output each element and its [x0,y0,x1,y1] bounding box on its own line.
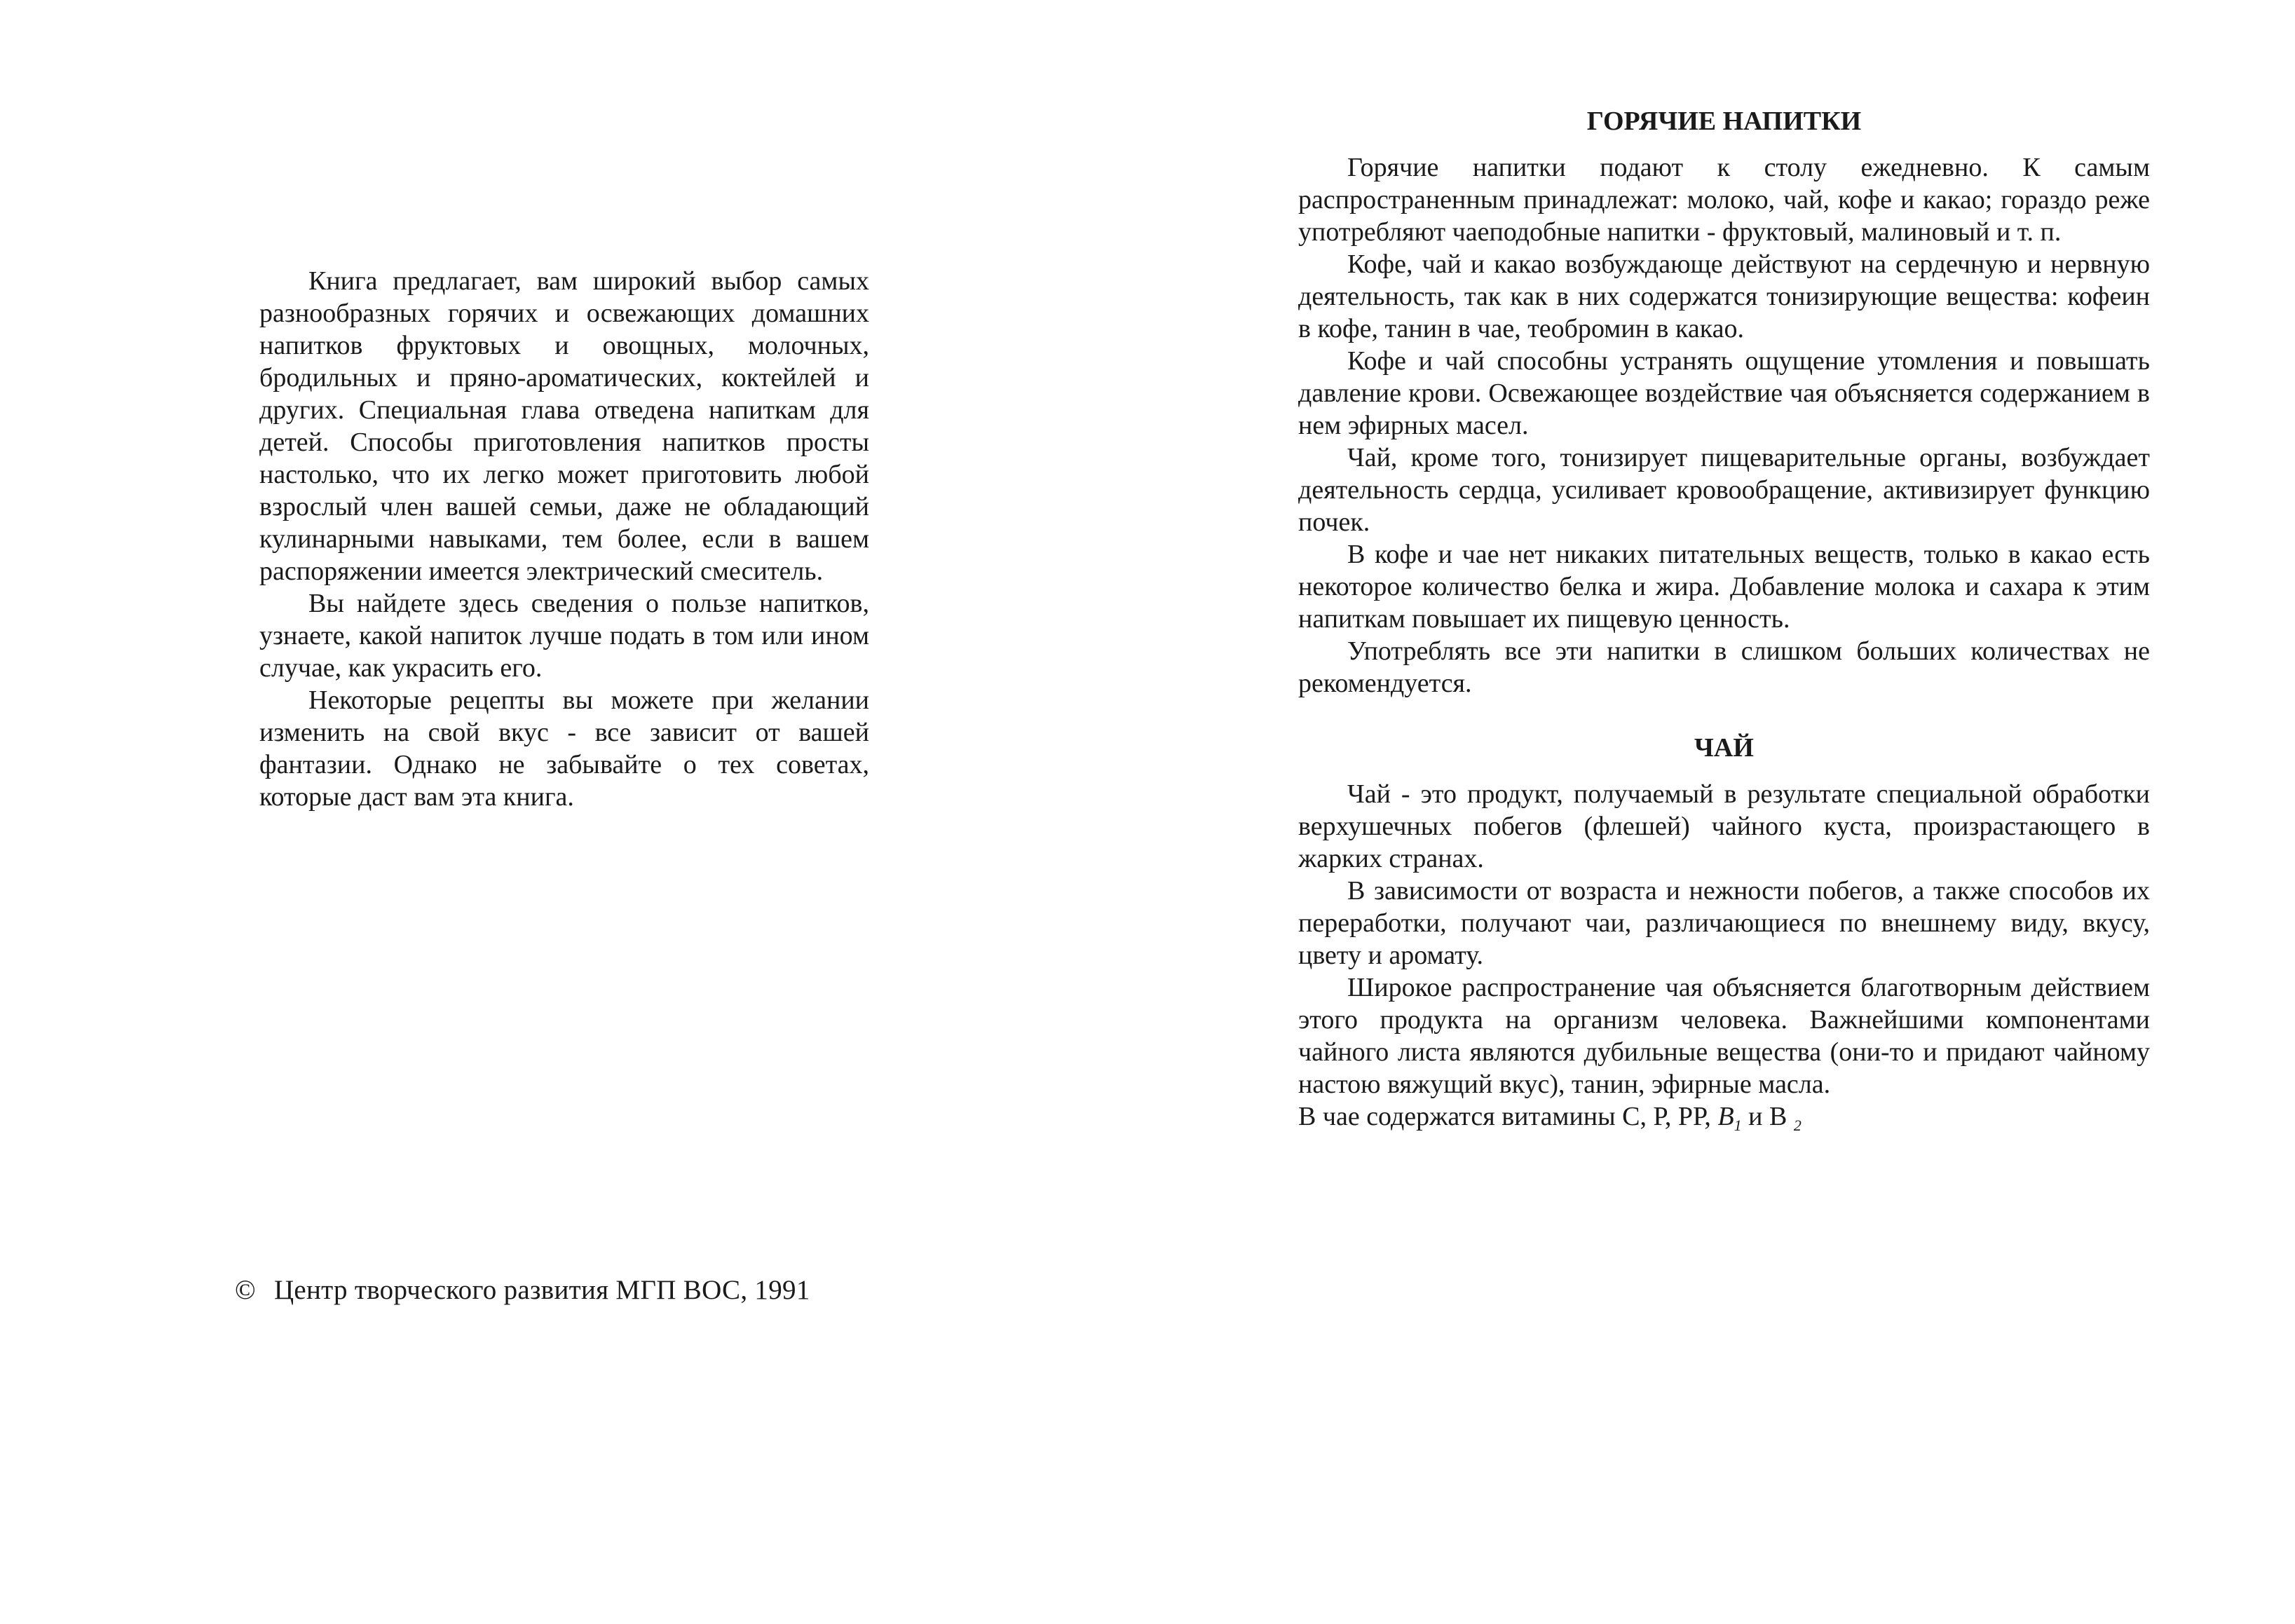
annotation-paragraph: Книга предлагает, вам широкий выбор самых разнообразных горячих и освежающих домашних напитков фруктовых и овощных, молочных, бродильных и пряно-ароматических, коктейлей и других. Специальная глава отведена напиткам для детей. Способы приготовления напитков просты настолько, что их легко может приготовить любой взрослый член вашей семьи, даже не обладающий кулинарными навыками, тем более, если в вашем распоряжении имеется электрический смеситель. [259,266,869,586]
body-paragraph: В кофе и чае нет никаких питательных веществ, только в какао есть некоторое количество белка и жира. Добавление молока и сахара к этим напиткам повышает их пищевую ценность. [1298,540,2150,634]
body-paragraph: Кофе и чай способны устранять ощущение утомления и повышать давление крови. Освежающее воздействие чая объясняется содержанием в нем эфирных масел. [1298,346,2150,440]
copyright-symbol: © [235,1275,256,1305]
vitamins-line [1298,1100,2150,1142]
body-paragraph: Чай, кроме того, тонизирует пищеварительные органы, возбуждает деятельность сердца, усиливает кровообращение, активизирует функцию почек. [1298,443,2150,537]
copyright-text: Центр творческого развития МГП ВОС, 1991 [273,1275,810,1305]
copyright-line [235,1274,810,1306]
vitamin-b1-letter: B [1717,1102,1734,1131]
chapter-content [1298,105,2150,1142]
heading-tea: ЧАЙ [1694,733,1754,763]
vitamins-prefix: В чае содержатся витамины С, Р, РР, [1298,1102,1711,1131]
body-paragraph: Чай - это продукт, получаемый в результате специальной обработки верхушечных побегов (флешей) чайного куста, произрастающего в жарких странах. [1298,779,2150,873]
body-paragraph: Кофе, чай и какао возбуждающе действуют на сердечную и нервную деятельность, так как в них содержатся тонизирующие вещества: кофеин в кофе, танин в чае, теобромин в какао. [1298,250,2150,343]
heading-hot-drinks: ГОРЯЧИЕ НАПИТКИ [1586,107,1862,136]
vitamin-b1-subscript: 1 [1734,1117,1742,1134]
annotation-paragraph: Некоторые рецепты вы можете при желании изменить на свой вкус - все зависит от вашей фантазии. Однако не забывайте о тех советах, которые даст вам эта книга. [259,685,869,812]
right-page [1148,0,2295,1624]
vitamin-b2-subscript: 2 [1793,1117,1802,1134]
annotation-paragraph: Вы найдете здесь сведения о пользе напитков, узнаете, какой напиток лучше подать в том или ином случае, как украсить его. [259,589,869,683]
body-paragraph: Употреблять все эти напитки в слишком больших количествах не рекомендуется. [1298,636,2150,698]
body-paragraph: В зависимости от возраста и нежности побегов, а также способов их переработки, получают чаи, различающиеся по внешнему виду, вкусу, цвету и аромату. [1298,876,2150,970]
body-paragraph: Горячие напитки подают к столу ежедневно. К самым распространенным принадлежат: молоко, чай, кофе и какао; гораздо реже употребляют чаеподобные напитки - фруктовый, малиновый и т. п. [1298,153,2150,247]
book-annotation [259,265,869,813]
vitamins-conjunction: и В [1748,1102,1787,1131]
body-paragraph: Широкое распространение чая объясняется благотворным действием этого продукта на организм человека. Важнейшими компонентами чайного листа являются дубильные вещества (они-то и придают чайному настою вяжущий вкус), танин, эфирные масла. [1298,973,2150,1099]
